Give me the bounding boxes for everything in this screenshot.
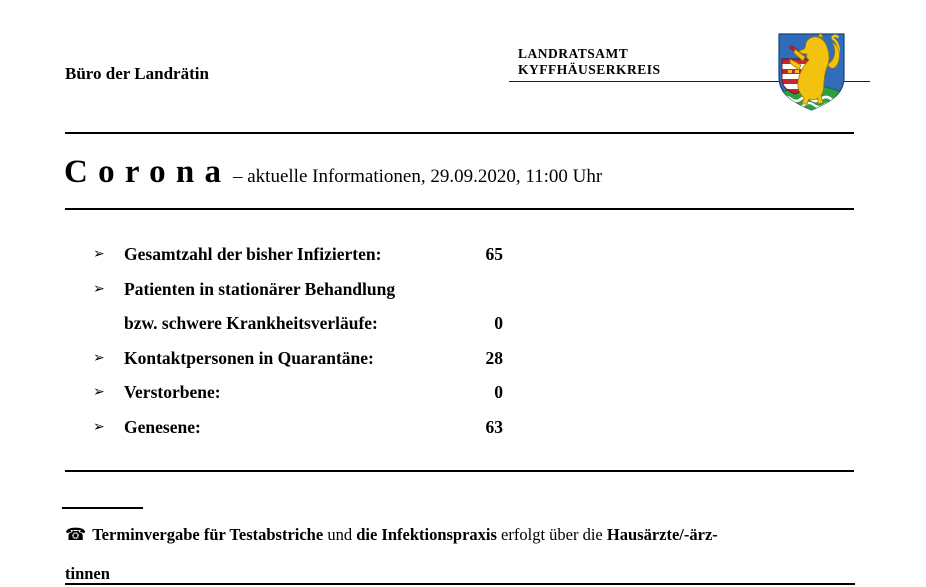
stat-value: 0 (494, 313, 503, 333)
title-word: C o r o n a (64, 154, 222, 190)
bottom-rule (65, 583, 855, 585)
phone-notice (65, 524, 718, 546)
arrow-bullet-icon: ➢ (93, 418, 105, 435)
stat-value: 0 (494, 382, 503, 402)
notice-continuation: tinnen (65, 564, 110, 583)
list-item (65, 237, 503, 272)
notice-segment: und (323, 525, 357, 544)
footnote-separator (62, 507, 143, 509)
org-line-2: KYFFHÄUSERKREIS (518, 61, 661, 77)
stat-label: bzw. schwere Krankheitsverläufe: (124, 313, 378, 333)
telephone-icon: ☎ (65, 525, 87, 545)
arrow-bullet-icon: ➢ (93, 384, 105, 400)
rule-under-title (65, 208, 854, 210)
arrow-bullet-icon: ➢ (93, 280, 105, 297)
stat-label: Genesene: (124, 416, 201, 437)
stat-value: 28 (485, 347, 503, 368)
notice-segment: erfolgt über die (496, 525, 607, 544)
list-item (65, 272, 503, 307)
stats-list (65, 237, 503, 444)
page-title (64, 154, 602, 191)
list-item (65, 375, 503, 410)
coat-of-arms-icon (776, 32, 847, 112)
stat-label: Verstorbene: (124, 382, 221, 402)
title-subtitle: – aktuelle Informationen, 29.09.2020, 11:00 Uhr (233, 166, 603, 187)
office-label: Büro der Landrätin (65, 64, 209, 83)
stat-label: Patienten in stationärer Behandlung (124, 278, 396, 299)
notice-segment: Terminvergabe für Testabstriche (92, 525, 324, 544)
notice-segment: Hausärzte/-ärz- (606, 525, 718, 544)
stat-label: Gesamtzahl der bisher Infizierten: (124, 244, 382, 264)
list-item (65, 306, 503, 341)
notice-segment: die Infektionspraxis (356, 525, 497, 544)
org-name (518, 46, 661, 77)
org-line-1: LANDRATSAMT (518, 46, 629, 61)
list-item (65, 341, 503, 376)
rule-under-header (65, 132, 854, 134)
arrow-bullet-icon: ➢ (93, 246, 105, 262)
stat-value: 63 (485, 416, 503, 437)
list-item (65, 410, 503, 445)
stat-value: 65 (485, 244, 503, 264)
rule-above-footnote (65, 470, 854, 472)
arrow-bullet-icon: ➢ (93, 349, 105, 366)
stat-label: Kontaktpersonen in Quarantäne: (124, 347, 374, 368)
